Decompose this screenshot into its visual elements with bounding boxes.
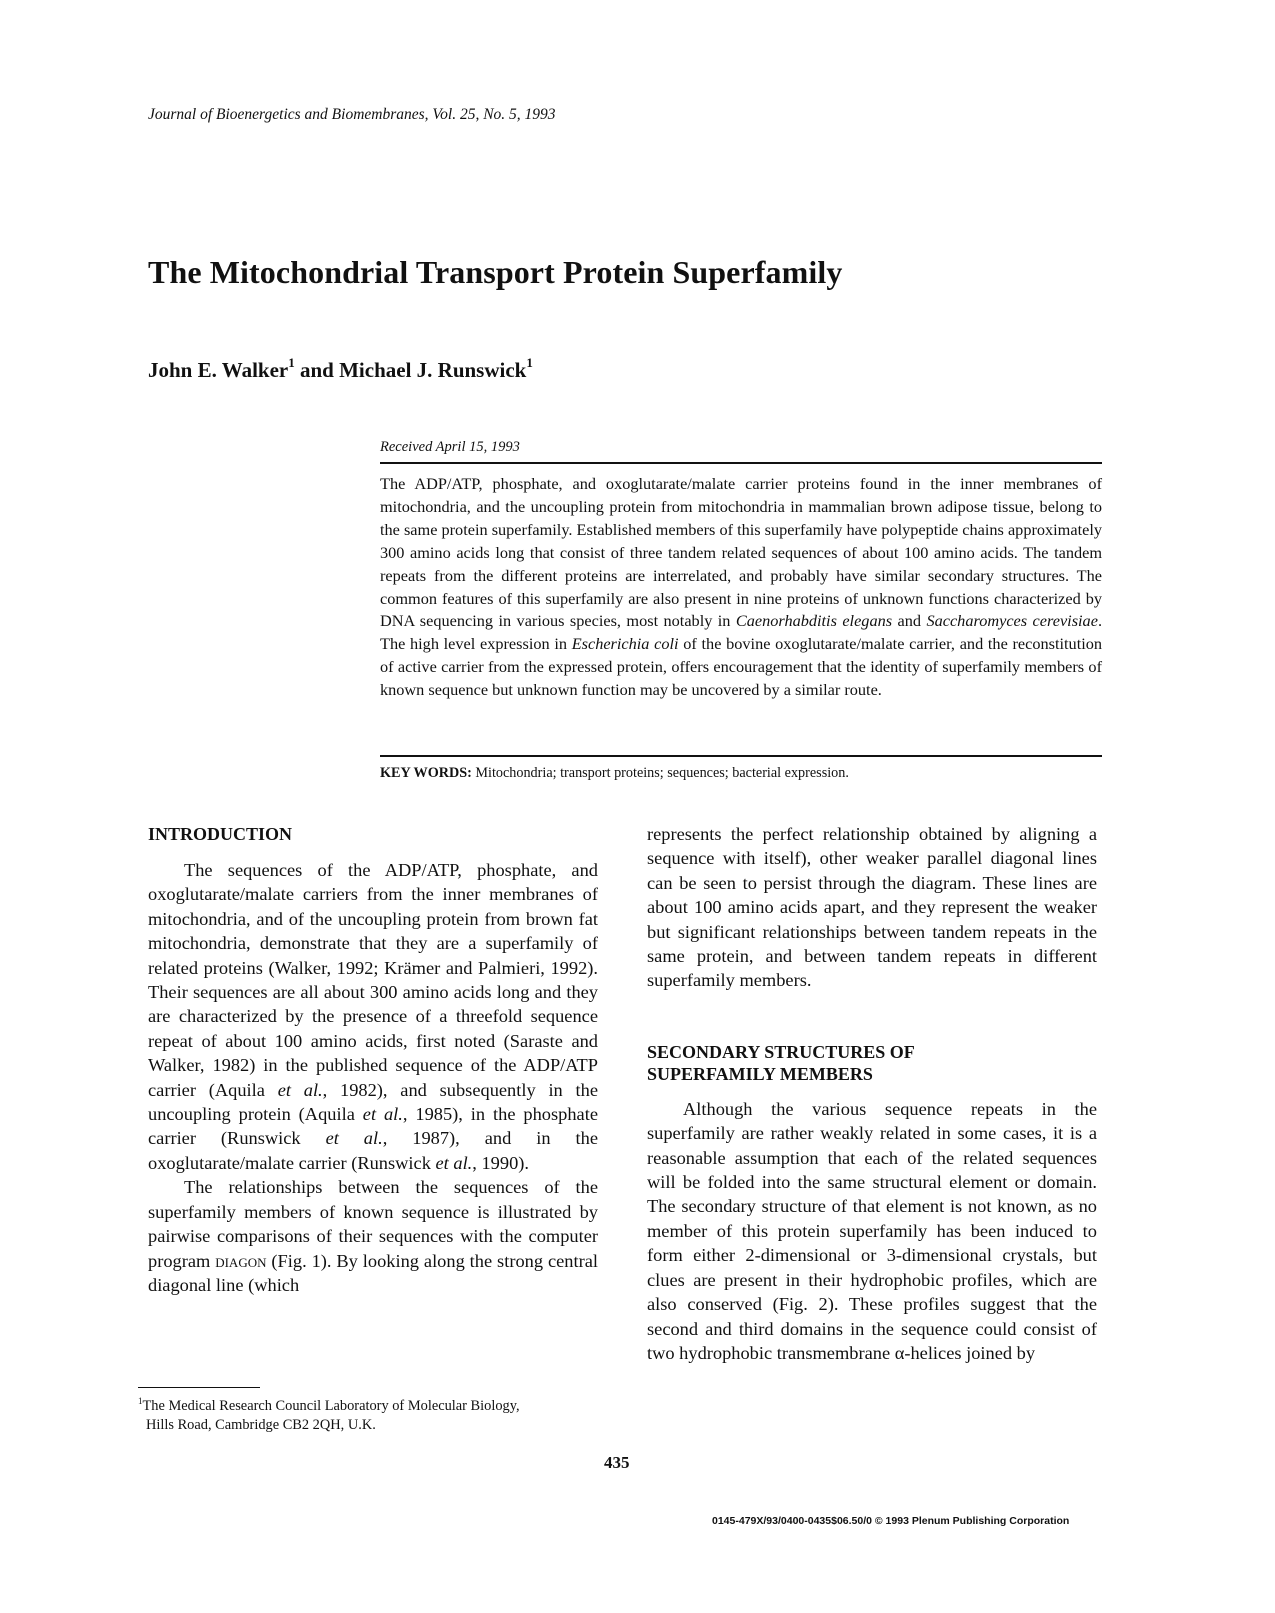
abstract xyxy=(380,473,1102,702)
paragraph: The relationships between the sequences of the superfamily members of known sequence is illustrated by pairwise comparisons of their sequences with the computer program diagon (Fig. 1). By looking along the strong central diagonal line (which xyxy=(148,1177,598,1295)
section-heading-introduction: INTRODUCTION xyxy=(148,824,293,844)
author-name: John E. Walker xyxy=(148,358,289,382)
keywords-label: KEY WORDS: xyxy=(380,765,472,781)
abstract-bottom-rule xyxy=(380,755,1102,757)
paragraph: The sequences of the ADP/ATP, phosphate, and oxoglutarate/malate carriers from the inner membranes of mitochondria, and of the uncoupling protein from brown fat mitochondria, demonstrate that they are a superfamily of related proteins (Walker, 1992; Krämer and Palmieri, 1992). Their sequences are all about 300 amino acids long and they are characterized by the presence of a threefold sequence repeat of about 100 amino acids, first noted (Saraste and Walker, 1982) in the published sequence of the ADP/ATP carrier (Aquila et al., 1982), and subsequently in the uncoupling protein (Aquila et al., 1985), in the phosphate carrier (Runswick et al., 1987), and in the oxoglutarate/malate carrier (Runswick et al., 1990). xyxy=(148,860,598,1173)
section-heading-secondary-structures: SECONDARY STRUCTURES OF SUPERFAMILY MEMBERS xyxy=(647,1041,915,1084)
page-number: 435 xyxy=(604,1453,630,1472)
keywords-value: Mitochondria; transport proteins; sequences; bacterial expression. xyxy=(471,765,849,781)
affiliation-marker: 1 xyxy=(526,355,533,370)
paragraph: Although the various sequence repeats in the superfamily are rather weakly related in some cases, it is a reasonable assumption that each of the related sequences will be folded into the same structural element or domain. The secondary structure of that element is not known, as no member of this protein superfamily has been induced to form either 2-dimensional or 3-dimensional crystals, but clues are present in their hydrophobic profiles, which are also conserved (Fig. 2). These profiles suggest that the second and third domains in the sequence could consist of two hydrophobic transmembrane α-helices joined by xyxy=(647,1098,1097,1363)
footnote-marker: 1 xyxy=(138,1396,143,1406)
footnote-rule xyxy=(138,1387,260,1388)
right-column xyxy=(647,822,1097,1365)
paragraph: represents the perfect relationship obtained by aligning a sequence with itself), other weaker parallel diagonal lines can be seen to persist through the diagram. These lines are about 100 amino acids apart, and they represent the weaker but significant relationships between tandem repeats in the same protein, and between tandem repeats in different superfamily members. xyxy=(647,824,1097,991)
keywords xyxy=(380,765,849,782)
received-date: Received April 15, 1993 xyxy=(380,439,520,455)
author-name: Michael J. Runswick xyxy=(339,358,527,382)
footnote: $^1$The Medical Research Council Laboratory of Molecular Biology, Hills Road, Cambridge CB2 2QH, U.K. xyxy=(138,1396,520,1434)
abstract-text: The ADP/ATP, phosphate, and oxoglutarate/malate carrier proteins found in the inner membranes of mitochondria, and the uncoupling protein from mitochondria in mammalian brown adipose tissue, belong to the same protein superfamily. Established members of this superfamily have polypeptide chains approximately 300 amino acids long that consist of three tandem related sequences of about 100 amino acids. The tandem repeats from the different proteins are interrelated, and probably have similar secondary structures. The common features of this superfamily are also present in nine proteins of unknown functions characterized by DNA sequencing in various species, most notably in Caenorhabditis elegans and Saccharomyces cerevisiae. The high level expression in Escherichia coli of the bovine oxoglutarate/malate carrier, and the reconstitution of active carrier from the expressed protein, offers encouragement that the identity of superfamily members of known sequence but unknown function may be uncovered by a similar route. xyxy=(380,474,1103,700)
left-column xyxy=(148,858,598,1297)
article-title: The Mitochondrial Transport Protein Superfamily xyxy=(148,254,843,290)
author-list xyxy=(148,357,533,383)
abstract-top-rule xyxy=(380,462,1102,464)
author-joiner: and xyxy=(294,358,340,382)
journal-citation: Journal of Bioenergetics and Biomembranes, Vol. 25, No. 5, 1993 xyxy=(148,106,556,123)
affiliation-marker: 1 xyxy=(288,355,295,370)
copyright-line: 0145-479X/93/0400-0435$06.50/0 © 1993 Plenum Publishing Corporation xyxy=(712,1515,1070,1527)
